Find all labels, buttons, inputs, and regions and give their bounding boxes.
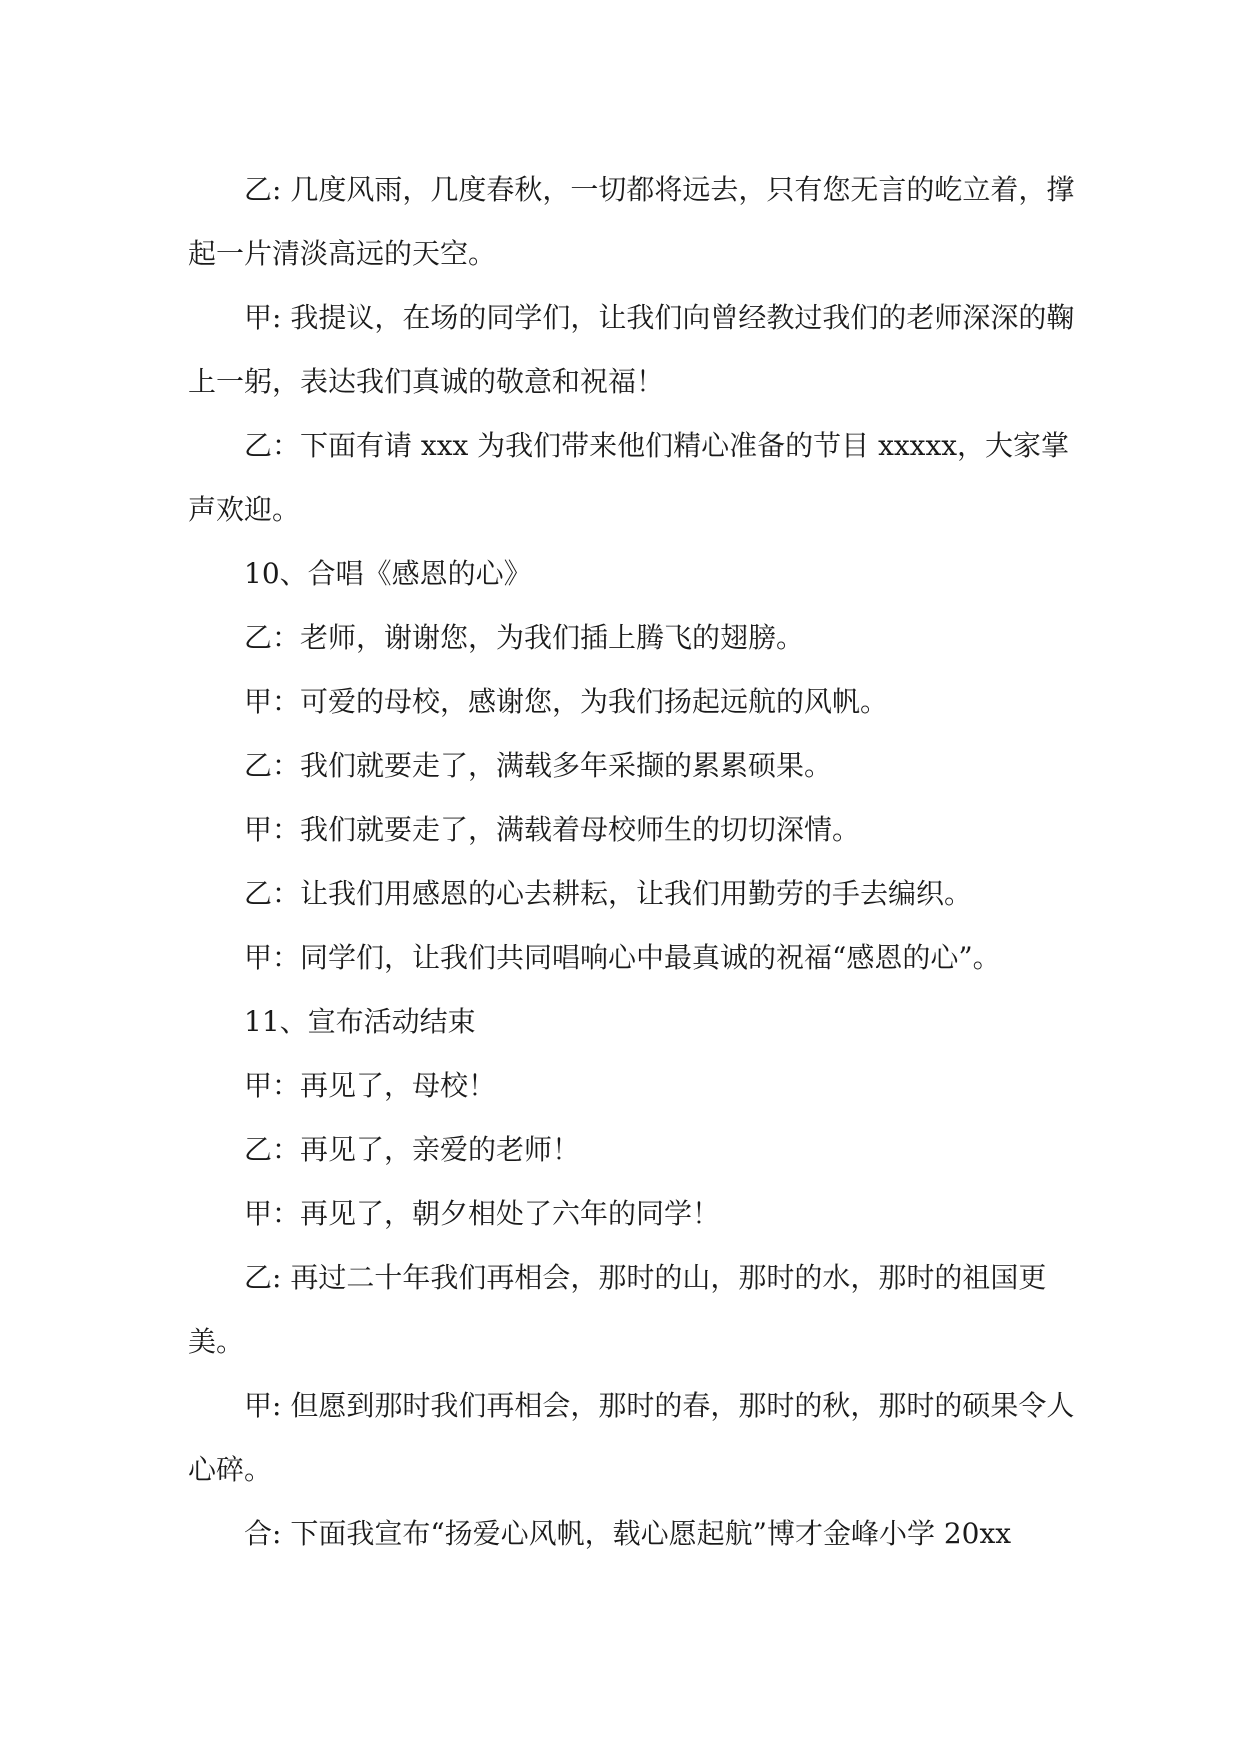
paragraph-15: 乙: 再过二十年我们再相会，那时的山，那时的水，那时的祖国更美。 xyxy=(188,1261,1047,1358)
paragraph-3: 乙：下面有请 xxx 为我们带来他们精心准备的节目 xxxxx，大家掌声欢迎。 xyxy=(188,429,1070,526)
paragraph-16: 甲: 但愿到那时我们再相会，那时的春，那时的秋，那时的硕果令人心碎。 xyxy=(188,1389,1075,1486)
section-heading-10: 10、合唱《感恩的心》 xyxy=(244,557,532,590)
paragraph-9: 乙：让我们用感恩的心去耕耘，让我们用勤劳的手去编织。 xyxy=(244,877,973,910)
paragraph-14: 甲：再见了，朝夕相处了六年的同学！ xyxy=(244,1197,721,1230)
paragraph-5: 乙：老师，谢谢您，为我们插上腾飞的翅膀。 xyxy=(244,621,805,654)
section-heading-11: 11、宣布活动结束 xyxy=(244,1005,476,1038)
paragraph-12: 甲：再见了，母校！ xyxy=(244,1069,497,1102)
paragraph-2: 甲: 我提议，在场的同学们，让我们向曾经教过我们的老师深深的鞠上一躬，表达我们真诚的敬意和祝福！ xyxy=(188,301,1075,398)
paragraph-8: 甲：我们就要走了，满载着母校师生的切切深情。 xyxy=(244,813,861,846)
paragraph-6: 甲：可爱的母校，感谢您，为我们扬起远航的风帆。 xyxy=(244,685,889,718)
paragraph-10: 甲：同学们，让我们共同唱响心中最真诚的祝福“感恩的心”。 xyxy=(244,941,1001,974)
paragraph-1: 乙: 几度风雨，几度春秋，一切都将远去，只有您无言的屹立着，撑起一片清淡高远的天空。 xyxy=(188,173,1075,270)
paragraph-13: 乙：再见了，亲爱的老师！ xyxy=(244,1133,581,1166)
paragraph-7: 乙：我们就要走了，满载多年采撷的累累硕果。 xyxy=(244,749,833,782)
document-body xyxy=(188,158,1076,1566)
paragraph-17: 合: 下面我宣布“扬爱心风帆，载心愿起航”博才金峰小学 20xx xyxy=(244,1517,1012,1550)
